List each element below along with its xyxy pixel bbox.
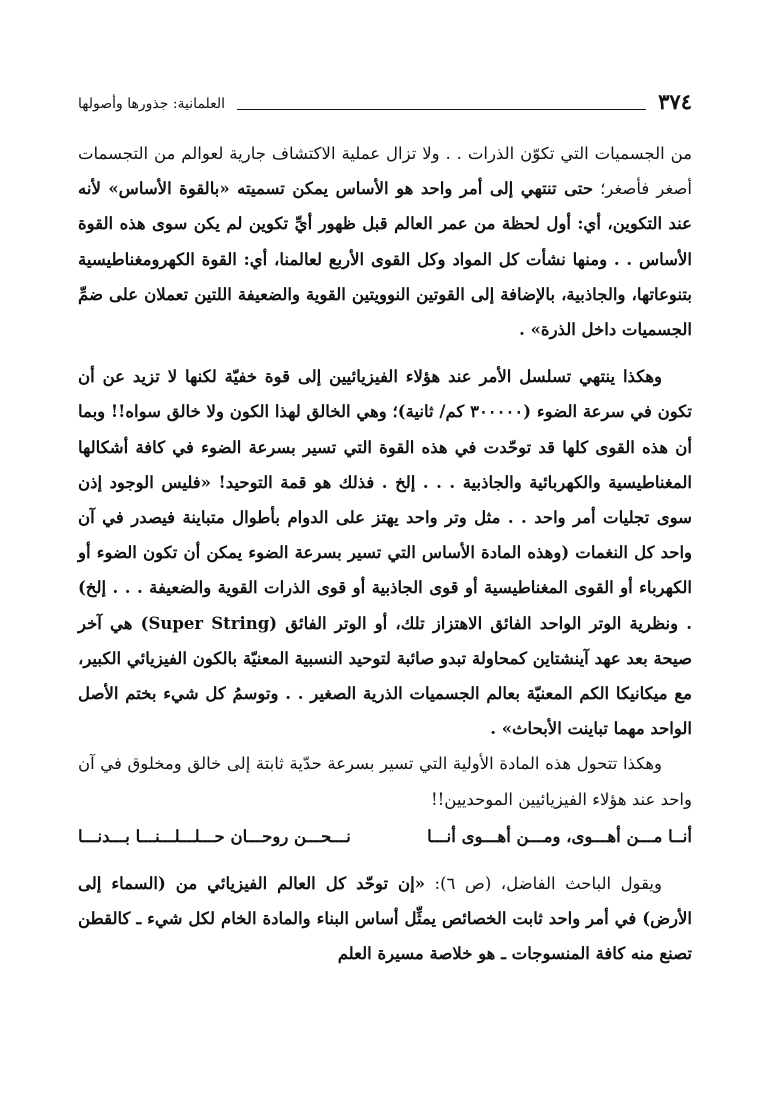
- paragraph-4-quote: «إن توحّد كل العالم الفيزيائي من (السماء إلى الأرض) في أمر واحد ثابت الخصائص يمثِّل أساس البناء والمادة الخام لكل شيء ـ كالقطن تصنع منه كافة المنسوجات ـ هو خلاصة مسيرة العلم: [78, 874, 692, 964]
- poem-verse: [78, 819, 692, 854]
- paragraph-1-quote: حتى تنتهي إلى أمر واحد هو الأساس يمكن تسميته «بالقوة الأساس» لأنه عند التكوين، أي: أول لحظة من عمر العالم قبل ظهور أيِّ تكوين لم يكن سوى هذه القوة الأساس . . ومنها نشأت كل المواد وكل القوى الأربع لعالمنا، أي: القوة الكهرومغناطيسية بتنوعاتها، والجاذبية، بالإضافة إلى القوتين النوويتين القوية والضعيفة اللتين تعملان على ضمِّ الجسميات داخل الذرة» .: [78, 179, 692, 340]
- paragraph-1: [78, 136, 692, 347]
- paragraph-2: وهكذا ينتهي تسلسل الأمر عند هؤلاء الفيزيائيين إلى قوة خفيّة لكنها لا تزيد عن أن تكون في سرعة الضوء (٣٠٠٠٠٠ كم/ ثانية)؛ وهي الخالق لهذا الكون ولا خالق سواه!! وبما أن هذه القوى كلها قد توحّدت في هذه القوة التي تسير بسرعة الضوء في كافة أشكالها المغناطيسية والكهربائية والجاذبية . . . إلخ . فذلك هو قمة التوحيد! «فليس الوجود إذن سوى تجليات أمر واحد . . مثل وتر واحد يهتز على الدوام بأطوال متباينة فيصدر في آن واحد كل النغمات (وهذه المادة الأساس التي تسير بسرعة الضوء يمكن أن تكون الضوء أو الكهرباء أو القوى المغناطيسية أو قوى الجاذبية أو قوى الذرات القوية والضعيفة . . . إلخ) . ونظرية الوتر الواحد الفائق الاهتزاز تلك، أو الوتر الفائق (Super String) هي آخر صيحة بعد عهد آينشتاين كمحاولة تبدو صائبة لتوحيد النسبية المعنيّة بالكون الفيزيائي الكبير، مع ميكانيكا الكم المعنيّة بعالم الجسميات الذرية الصغير . . وتوسمُ كل شيء بختم الأصل الواحد مهما تباينت الأبحاث» .: [78, 367, 693, 739]
- poem-hemistich-left: نـــحـــن روحـــان حـــلـــلـــنـــا بـــدنـــا: [78, 826, 351, 846]
- paragraph-1-plain: من الجسميات التي تكوّن الذرات . . ولا تزال عملية الاكتشاف جارية لعوالم من التجسمات أصغر فأصغر؛: [78, 144, 692, 199]
- page-body: [78, 136, 692, 972]
- paragraph-4: [78, 866, 692, 972]
- running-title: العلمانية: جذورها وأصولها: [78, 96, 226, 112]
- paragraph-3: وهكذا تتحول هذه المادة الأولية التي تسير بسرعة حدّية ثابتة إلى خالق ومخلوق في آن واحد عند هؤلاء الفيزيائيين الموحديين!!: [78, 754, 692, 809]
- page-header: [78, 84, 692, 114]
- paragraph-4-plain: ويقول الباحث الفاضل، (ص ٦):: [425, 874, 662, 894]
- poem-hemistich-right: أنــا مـــن أهـــوى، ومـــن أهـــوى أنـــا: [427, 826, 692, 846]
- header-rule: [237, 109, 646, 110]
- page-number: ٣٧٤: [658, 89, 692, 114]
